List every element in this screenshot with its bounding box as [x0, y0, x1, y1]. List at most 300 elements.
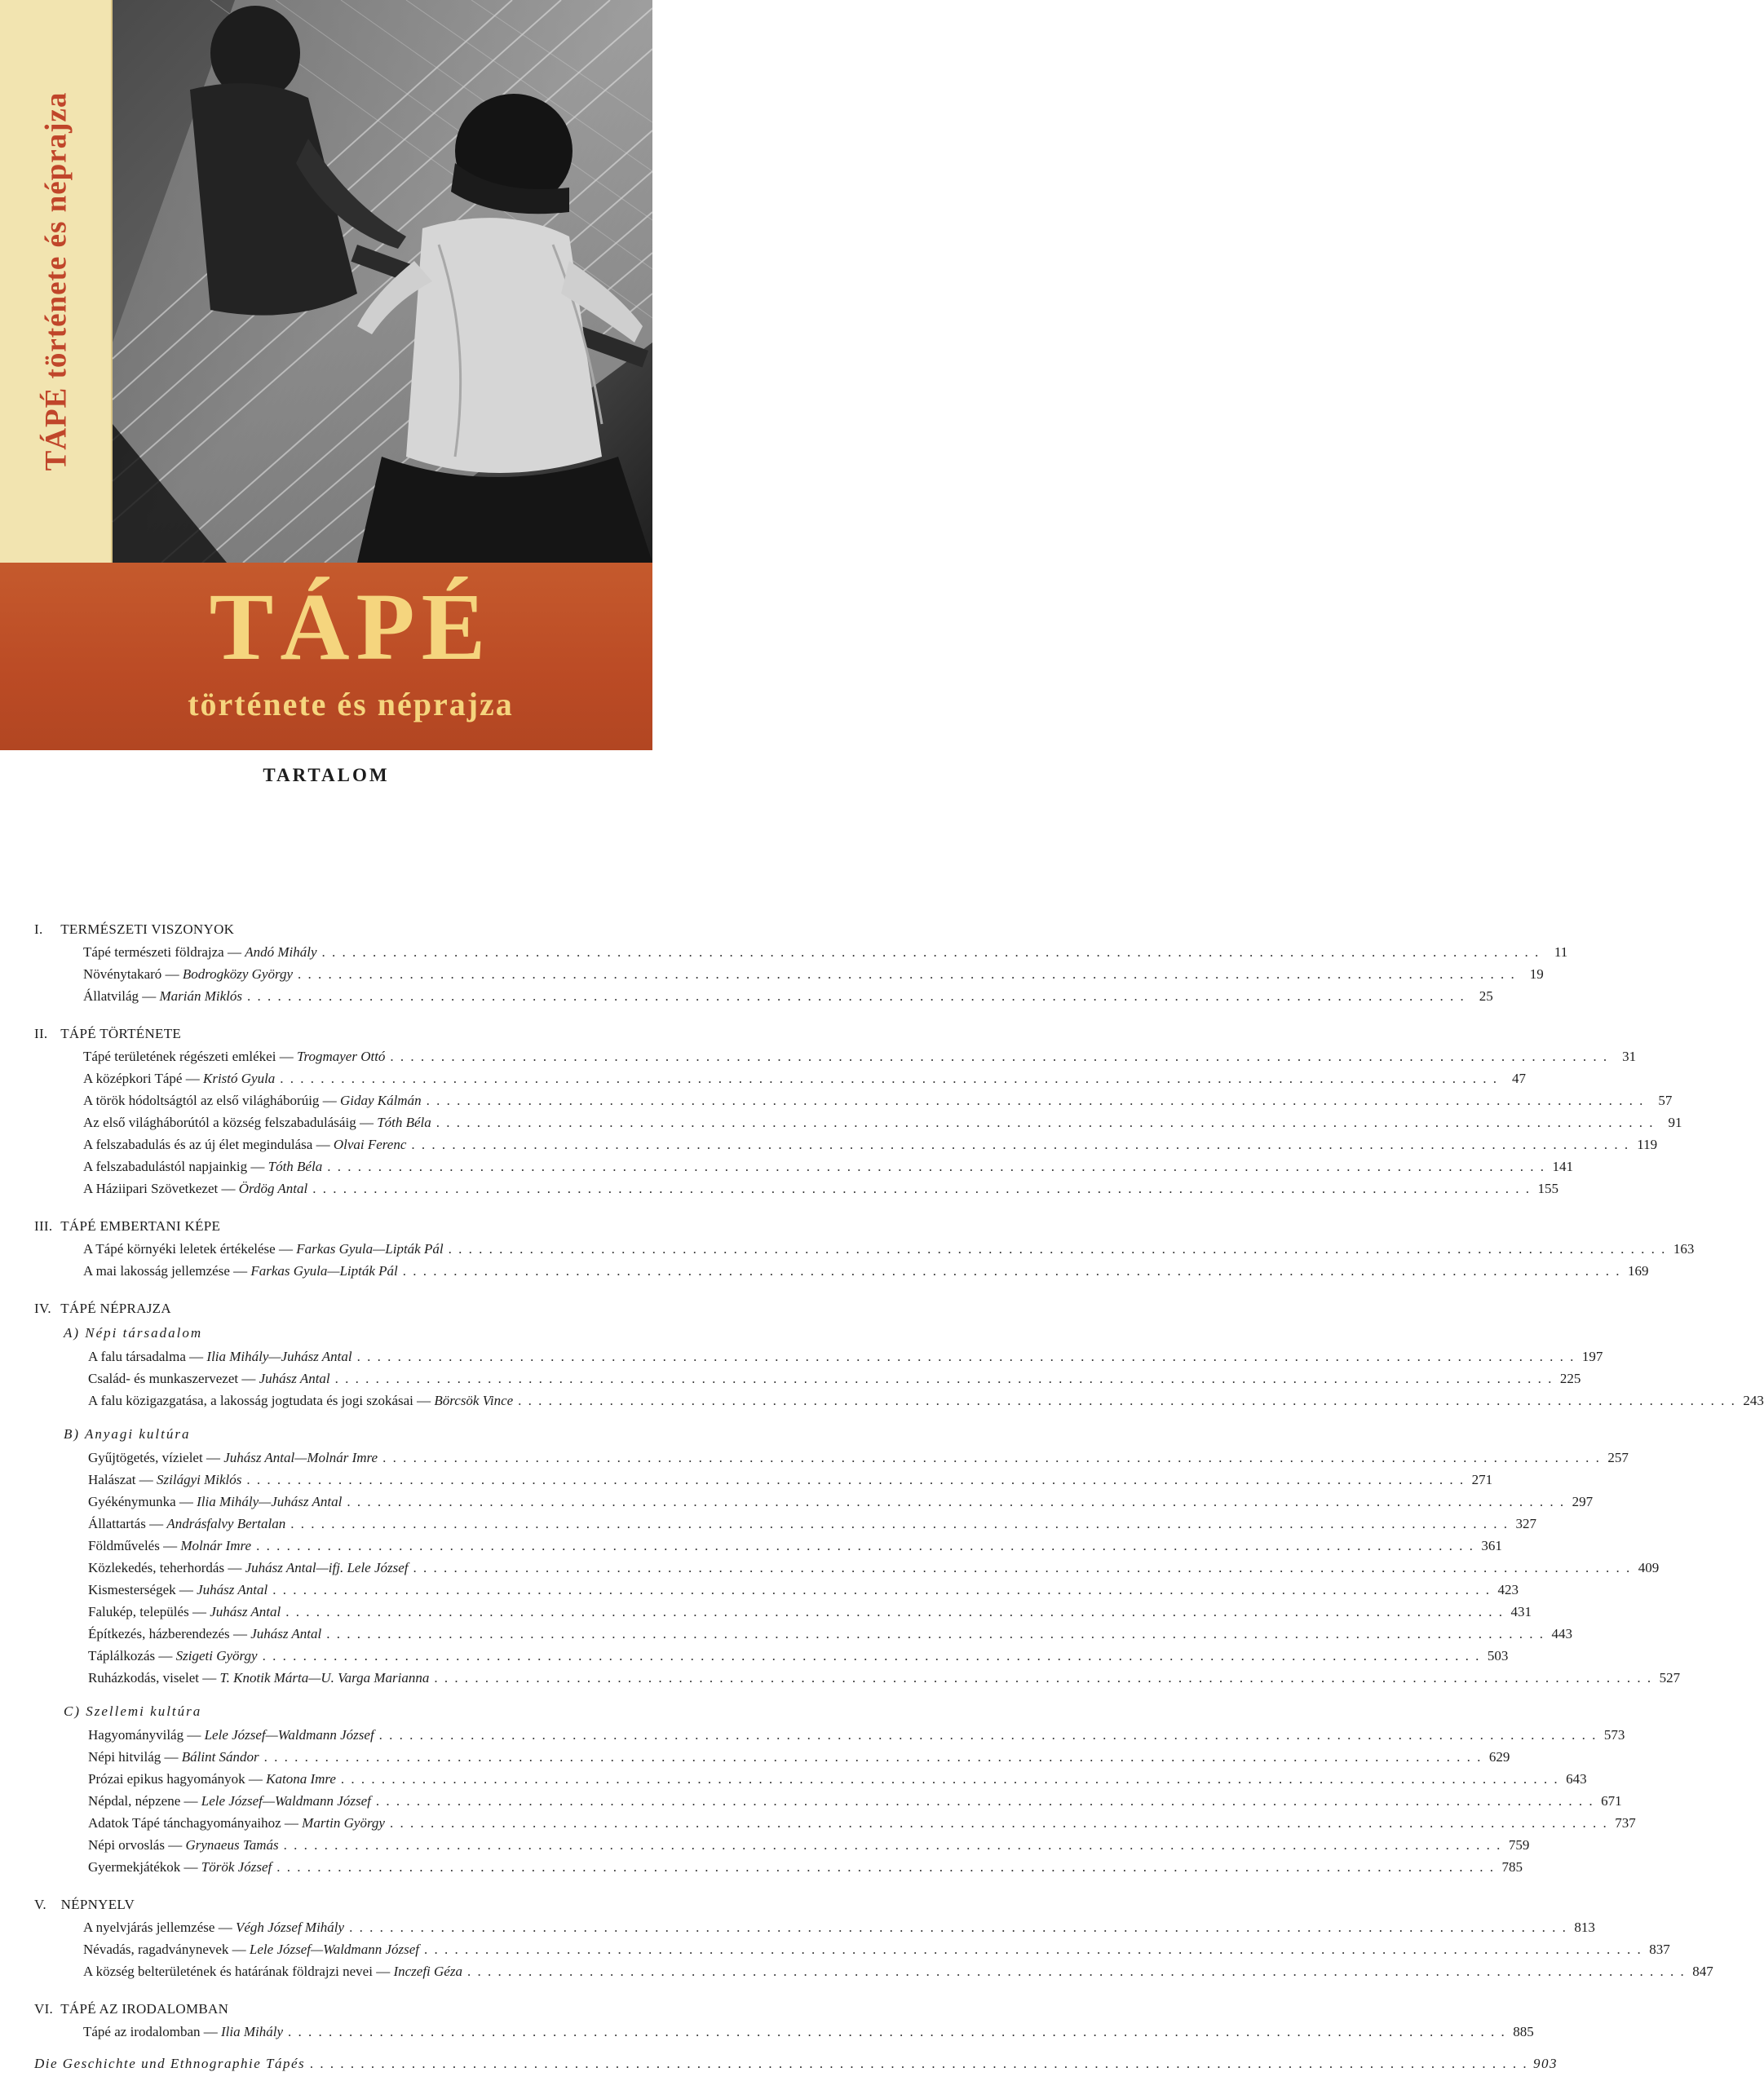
- toc-entry[interactable]: [34, 1513, 1536, 1535]
- section-title: TÁPÉ NÉPRAJZA: [60, 1301, 171, 1316]
- title-author-dash: —: [238, 1371, 259, 1386]
- title-author-dash: —: [164, 1837, 186, 1853]
- subsection-gap: [34, 1412, 630, 1421]
- chapter-author: Marián Miklós: [159, 988, 243, 1004]
- page-number: 409: [1638, 1560, 1660, 1575]
- dot-leader: . . . . . . . . . . . . . . . . . . . . . . . . . . . . . . . . . . . . . . . . . . . . . . . . . . . . . . . . . . . . . . . . . . . . . . . . . . . . . . . . . . . . . . . . . . . . . . . . . . . . . . . . . . . . . . . . . . . . . . . .: [356, 1349, 1576, 1364]
- page-number: 431: [1510, 1604, 1532, 1619]
- dot-leader: . . . . . . . . . . . . . . . . . . . . . . . . . . . . . . . . . . . . . . . . . . . . . . . . . . . . . . . . . . . . . . . . . . . . . . . . . . . . . . . . . . . . . . . . . . . . . . . . . . . . . . . . . . . . . . . . . . . . . . . .: [424, 1942, 1642, 1957]
- toc-entry-text: [88, 1390, 513, 1412]
- toc-entry[interactable]: [34, 1667, 1681, 1689]
- section-gap: [34, 1282, 630, 1297]
- page-number: 837: [1649, 1942, 1670, 1957]
- page-number: 785: [1501, 1859, 1523, 1875]
- chapter-title: Család- és munkaszervezet: [88, 1371, 239, 1386]
- toc-entry-text: [88, 1856, 272, 1878]
- chapter-author: Börcsök Vince: [434, 1393, 514, 1408]
- chapter-author: T. Knotik Márta—U. Varga Marianna: [219, 1670, 430, 1686]
- page-number: 527: [1659, 1670, 1681, 1686]
- toc-entry-text: [88, 1790, 371, 1812]
- chapter-title: Állatvilág: [83, 988, 139, 1004]
- chapter-title: Ruházkodás, viselet: [88, 1670, 199, 1686]
- toc-entry-text: [83, 985, 242, 1007]
- toc-entry[interactable]: [34, 1768, 1587, 1790]
- chapter-author: Tóth Béla: [267, 1159, 323, 1174]
- chapter-author: Juhász Antal: [210, 1604, 281, 1619]
- dot-leader: . . . . . . . . . . . . . . . . . . . . . . . . . . . . . . . . . . . . . . . . . . . . . . . . . . . . . . . . . . . . . . . . . . . . . . . . . . . . . . . . . . . . . . . . . . . . . . . . . . . . . . . . . . . . . . . . . . . . . . . .: [326, 1626, 1545, 1641]
- title-author-dash: —: [200, 2024, 221, 2039]
- toc-entry-text: [88, 1667, 429, 1689]
- book-cover: [0, 0, 652, 750]
- chapter-title: Tápé természeti földrajza: [83, 944, 224, 960]
- chapter-title: Tápé területének régészeti emlékei: [83, 1049, 276, 1064]
- chapter-title: A község belterületének és határának földrajzi nevei: [83, 1964, 373, 1979]
- chapter-author: Juhász Antal: [250, 1626, 322, 1641]
- title-author-dash: —: [175, 1494, 197, 1509]
- toc-entry-text: [83, 2021, 283, 2043]
- dot-leader: . . . . . . . . . . . . . . . . . . . . . . . . . . . . . . . . . . . . . . . . . . . . . . . . . . . . . . . . . . . . . . . . . . . . . . . . . . . . . . . . . . . . . . . . . . . . . . . . . . . . . . . . . . . . . . . . . . . . . . . .: [290, 1516, 1509, 1531]
- toc-entry[interactable]: [34, 1645, 1509, 1667]
- chapter-author: Lele József—Waldmann József: [249, 1942, 419, 1957]
- toc-entry[interactable]: [34, 1067, 1527, 1089]
- toc-entry[interactable]: [34, 1724, 1625, 1746]
- toc-entry[interactable]: [34, 1390, 1764, 1412]
- section-number: V.: [34, 1897, 46, 1912]
- cover-title-banner: [0, 563, 652, 750]
- dot-leader: . . . . . . . . . . . . . . . . . . . . . . . . . . . . . . . . . . . . . . . . . . . . . . . . . . . . . . . . . . . . . . . . . . . . . . . . . . . . . . . . . . . . . . . . . . . . . . . . . . . . . . . . . . . . . . . . . . . . . . . .: [263, 1749, 1483, 1765]
- title-author-dash: —: [276, 1049, 297, 1064]
- section-number: I.: [34, 921, 43, 937]
- toc-entry-text: [88, 1469, 241, 1491]
- contents-heading: TARTALOM: [263, 765, 390, 785]
- chapter-title: Hagyományvilág: [88, 1727, 184, 1743]
- section-gap: [34, 1878, 630, 1893]
- dot-leader: . . . . . . . . . . . . . . . . . . . . . . . . . . . . . . . . . . . . . . . . . . . . . . . . . . . . . . . . . . . . . . . . . . . . . . . . . . . . . . . . . . . . . . . . . . . . . . . . . . . . . . . . . . . . . . . . . . . . . . . .: [247, 988, 1466, 1004]
- chapter-author: Olvai Ferenc: [333, 1137, 407, 1152]
- toc-entry[interactable]: [34, 1938, 1670, 1960]
- page-number: 503: [1487, 1648, 1509, 1663]
- table-of-contents: [34, 917, 1764, 2074]
- toc-entry[interactable]: [34, 1089, 1673, 1111]
- title-author-dash: —: [356, 1115, 378, 1130]
- title-author-dash: —: [198, 1670, 220, 1686]
- toc-entry-text: [88, 1834, 279, 1856]
- chapter-title: A mai lakosság jellemzése: [83, 1263, 230, 1279]
- dot-leader: . . . . . . . . . . . . . . . . . . . . . . . . . . . . . . . . . . . . . . . . . . . . . . . . . . . . . . . . . . . . . . . . . . . . . . . . . . . . . . . . . . . . . . . . . . . . . . . . . . . . . . . . . . . . . . . . . . . . . . . .: [285, 1604, 1505, 1619]
- section-gap: [34, 2043, 630, 2052]
- subsection-heading: C) Szellemi kultúra: [64, 1703, 202, 1719]
- chapter-title: Táplálkozás: [88, 1648, 156, 1663]
- toc-entry-text: [83, 1089, 422, 1111]
- chapter-author: Ilia Mihály—Juhász Antal: [197, 1494, 343, 1509]
- title-author-dash: —: [413, 1393, 435, 1408]
- chapter-author: Török József: [201, 1859, 272, 1875]
- section-gap: [34, 1200, 630, 1214]
- chapter-title: A török hódoltságtól az első világháborúig: [83, 1093, 320, 1108]
- toc-entry-text: [83, 1111, 431, 1133]
- title-author-dash: —: [218, 1181, 239, 1196]
- toc-entry[interactable]: [34, 963, 1544, 985]
- title-author-dash: —: [188, 1604, 210, 1619]
- chapter-title: Gyermekjátékok: [88, 1859, 181, 1875]
- title-author-dash: —: [183, 1727, 205, 1743]
- page-number: 423: [1497, 1582, 1519, 1597]
- toc-entry-text: [83, 1960, 462, 1982]
- chapter-author: Grynaeus Tamás: [185, 1837, 279, 1853]
- section-number: II.: [34, 1026, 48, 1041]
- title-author-dash: —: [223, 944, 245, 960]
- page-number: 885: [1513, 2024, 1534, 2039]
- toc-entry-text: [83, 1155, 322, 1177]
- page-number: 19: [1529, 966, 1544, 982]
- toc-entry-text: [83, 1177, 307, 1200]
- title-author-dash: —: [228, 1942, 250, 1957]
- chapter-title: Állattartás: [88, 1516, 146, 1531]
- toc-entry[interactable]: [34, 1177, 1559, 1200]
- toc-entry[interactable]: [34, 1790, 1622, 1812]
- toc-entry[interactable]: [34, 1238, 1695, 1260]
- page-number: 119: [1637, 1137, 1658, 1152]
- dot-leader: . . . . . . . . . . . . . . . . . . . . . . . . . . . . . . . . . . . . . . . . . . . . . . . . . . . . . . . . . . . . . . . . . . . . . . . . . . . . . . . . . . . . . . . . . . . . . . . . . . . . . . . . . . . . . . . . . . . . . . . .: [434, 1670, 1653, 1686]
- page-number: 57: [1658, 1093, 1673, 1108]
- page-number: 11: [1554, 944, 1568, 960]
- chapter-author: Martin György: [302, 1815, 385, 1831]
- dot-leader: . . . . . . . . . . . . . . . . . . . . . . . . . . . . . . . . . . . . . . . . . . . . . . . . . . . . . . . . . . . . . . . . . . . . . . . . . . . . . . . . . . . . . . . . . . . . . . . . . . . . . . . . . . . . . . . . . . . . . . . .: [389, 1815, 1608, 1831]
- dot-leader: . . . . . . . . . . . . . . . . . . . . . . . . . . . . . . . . . . . . . . . . . . . . . . . . . . . . . . . . . . . . . . . . . . . . . . . . . . . . . . . . . . . . . . . . . . . . . . . . . . . . . . . . . . . . . . . . . . . . . . . .: [276, 1859, 1495, 1875]
- page-number: 257: [1607, 1450, 1629, 1465]
- dot-leader: . . . . . . . . . . . . . . . . . . . . . . . . . . . . . . . . . . . . . . . . . . . . . . . . . . . . . . . . . . . . . . . . . . . . . . . . . . . . . . . . . . . . . . . . . . . . . . . . . . . . . . . . . . . . . . . . . . . . . . . .: [283, 1837, 1502, 1853]
- chapter-author: Tóth Béla: [377, 1115, 431, 1130]
- chapter-author: Szilágyi Miklós: [157, 1472, 242, 1487]
- toc-entry[interactable]: [34, 1601, 1532, 1623]
- chapter-title: A felszabadulástól napjainkig: [83, 1159, 248, 1174]
- page-number: 759: [1508, 1837, 1530, 1853]
- section-heading: [34, 1297, 630, 1320]
- chapter-title: A Tápé környéki leletek értékelése: [83, 1241, 276, 1257]
- chapter-title: Névadás, ragadványnevek: [83, 1942, 229, 1957]
- page-number: 327: [1515, 1516, 1536, 1531]
- page-number: 163: [1673, 1241, 1695, 1257]
- toc-entry-text: [88, 1579, 267, 1601]
- chapter-author: Lele József—Waldmann József: [204, 1727, 374, 1743]
- title-author-dash: —: [319, 1093, 340, 1108]
- toc-entry-text: [83, 1938, 419, 1960]
- toc-entry[interactable]: [34, 1812, 1636, 1834]
- section-title: TÁPÉ AZ IRODALOMBAN: [60, 2001, 229, 2017]
- title-author-dash: —: [161, 1749, 182, 1765]
- toc-entry-text: [88, 1513, 285, 1535]
- dot-leader: . . . . . . . . . . . . . . . . . . . . . . . . . . . . . . . . . . . . . . . . . . . . . . . . . . . . . . . . . . . . . . . . . . . . . . . . . . . . . . . . . . . . . . . . . . . . . . . . . . . . . . . . . . . . . . . . . . . . . . . .: [321, 944, 1541, 960]
- dot-leader: . . . . . . . . . . . . . . . . . . . . . . . . . . . . . . . . . . . . . . . . . . . . . . . . . . . . . . . . . . . . . . . . . . . . . . . . . . . . . . . . . . . . . . . . . . . . . . . . . . . . . . . . . . . . . . . . . . . . . . . .: [288, 2024, 1506, 2039]
- dot-leader: . . . . . . . . . . . . . . . . . . . . . . . . . . . . . . . . . . . . . . . . . . . . . . . . . . . . . . . . . . . . . . . . . . . . . . . . . . . . . . . . . . . . . . . . . . . . . . . . . . . . . . . . . . . . . . . . . . . . . . . .: [448, 1241, 1667, 1257]
- chapter-title: Gyékénymunka: [88, 1494, 176, 1509]
- page-number: 643: [1566, 1771, 1587, 1787]
- chapter-title: Építkezés, házberendezés: [88, 1626, 230, 1641]
- toc-entry-text: [88, 1367, 330, 1390]
- section-title: TERMÉSZETI VISZONYOK: [60, 921, 235, 937]
- subsection-gap: [34, 1689, 630, 1699]
- dot-leader: . . . . . . . . . . . . . . . . . . . . . . . . . . . . . . . . . . . . . . . . . . . . . . . . . . . . . . . . . . . . . . . . . . . . . . . . . . . . . . . . . . . . . . . . . . . . . . . . . . . . . . . . . . . . . . . . . . . . . . . .: [312, 1181, 1532, 1196]
- chapter-author: Bálint Sándor: [181, 1749, 259, 1765]
- dot-leader: . . . . . . . . . . . . . . . . . . . . . . . . . . . . . . . . . . . . . . . . . . . . . . . . . . . . . . . . . . . . . . . . . . . . . . . . . . . . . . . . . . . . . . . . . . . . . . . . . . . . . . . . . . . . . . . . . . . . . . . .: [466, 1964, 1686, 1979]
- chapter-author: Juhász Antal: [259, 1371, 330, 1386]
- section-heading: [34, 1893, 630, 1916]
- toc-entry[interactable]: [34, 1746, 1510, 1768]
- toc-entry[interactable]: [34, 1535, 1502, 1557]
- title-author-dash: —: [229, 1626, 251, 1641]
- chapter-title: Prózai epikus hagyományok: [88, 1771, 245, 1787]
- chapter-title: Falukép, település: [88, 1604, 189, 1619]
- title-author-dash: —: [229, 1263, 251, 1279]
- page-number: 225: [1559, 1371, 1581, 1386]
- chapter-title: Halászat: [88, 1472, 136, 1487]
- dot-leader: . . . . . . . . . . . . . . . . . . . . . . . . . . . . . . . . . . . . . . . . . . . . . . . . . . . . . . . . . . . . . . . . . . . . . . . . . . . . . . . . . . . . . . . . . . . . . . . . . . . . . . . . . . . . . . . . . . . . . . . .: [310, 2056, 1528, 2071]
- cover-photo: [113, 0, 652, 563]
- chapter-title: A falu közigazgatása, a lakosság jogtudata és jogi szokásai: [88, 1393, 413, 1408]
- title-author-dash: —: [224, 1560, 245, 1575]
- toc-entry[interactable]: [34, 1447, 1629, 1469]
- chapter-author: Molnár Imre: [180, 1538, 252, 1553]
- page-number: 443: [1551, 1626, 1572, 1641]
- toc-entry[interactable]: [34, 941, 1568, 963]
- chapter-title: A falu társadalma: [88, 1349, 186, 1364]
- final-entry-title: Die Geschichte und Ethnographie Tápés: [34, 2056, 306, 2071]
- section-title: TÁPÉ EMBERTANI KÉPE: [60, 1218, 221, 1234]
- title-author-dash: —: [185, 1349, 207, 1364]
- title-author-dash: —: [202, 1450, 224, 1465]
- cover-title: TÁPÉ: [209, 573, 493, 680]
- section-heading: [34, 917, 630, 941]
- toc-entry[interactable]: [34, 1834, 1530, 1856]
- section-gap: [34, 1007, 630, 1022]
- chapter-title: A felszabadulás és az új élet megindulása: [83, 1137, 313, 1152]
- toc-entry[interactable]: [34, 1960, 1713, 1982]
- chapter-title: Közlekedés, teherhordás: [88, 1560, 225, 1575]
- page-number: 243: [1743, 1393, 1764, 1408]
- toc-entry[interactable]: [34, 1260, 1649, 1282]
- toc-entry[interactable]: [34, 1155, 1573, 1177]
- toc-entry[interactable]: [34, 2021, 1534, 2043]
- toc-entry-text: [83, 1133, 406, 1155]
- page-number: 629: [1488, 1749, 1510, 1765]
- chapter-title: Tápé az irodalomban: [83, 2024, 201, 2039]
- chapter-title: Növénytakaró: [83, 966, 162, 982]
- toc-entry-text: [88, 1345, 352, 1367]
- page-number: 737: [1615, 1815, 1636, 1831]
- toc-entry-text: [88, 1812, 385, 1834]
- chapter-title: Népi orvoslás: [88, 1837, 165, 1853]
- chapter-author: Kristó Gyula: [202, 1071, 276, 1086]
- page-number: 155: [1537, 1181, 1559, 1196]
- dot-leader: . . . . . . . . . . . . . . . . . . . . . . . . . . . . . . . . . . . . . . . . . . . . . . . . . . . . . . . . . . . . . . . . . . . . . . . . . . . . . . . . . . . . . . . . . . . . . . . . . . . . . . . . . . . . . . . . . . . . . . . .: [382, 1450, 1601, 1465]
- page-number: 573: [1603, 1727, 1625, 1743]
- chapter-author: Inczefi Géza: [393, 1964, 462, 1979]
- toc-entry[interactable]: [34, 1045, 1637, 1067]
- page-number: 197: [1581, 1349, 1603, 1364]
- dot-leader: . . . . . . . . . . . . . . . . . . . . . . . . . . . . . . . . . . . . . . . . . . . . . . . . . . . . . . . . . . . . . . . . . . . . . . . . . . . . . . . . . . . . . . . . . . . . . . . . . . . . . . . . . . . . . . . . . . . . . . . .: [435, 1115, 1655, 1130]
- spine-title: TÁPÉ története és néprajza: [39, 91, 73, 471]
- title-author-dash: —: [372, 1964, 394, 1979]
- page-number: 47: [1512, 1071, 1527, 1086]
- toc-entry[interactable]: [34, 1491, 1594, 1513]
- title-author-dash: —: [214, 1920, 236, 1935]
- toc-final-entry[interactable]: [34, 2052, 1558, 2074]
- page-number: 25: [1479, 988, 1493, 1004]
- toc-entry[interactable]: [34, 1133, 1658, 1155]
- toc-entry[interactable]: [34, 1367, 1581, 1390]
- toc-entry[interactable]: [34, 1579, 1519, 1601]
- page-number: 91: [1668, 1115, 1682, 1130]
- title-author-dash: —: [175, 1582, 197, 1597]
- toc-entry[interactable]: [34, 1916, 1595, 1938]
- title-author-dash: —: [145, 1516, 167, 1531]
- dot-leader: . . . . . . . . . . . . . . . . . . . . . . . . . . . . . . . . . . . . . . . . . . . . . . . . . . . . . . . . . . . . . . . . . . . . . . . . . . . . . . . . . . . . . . . . . . . . . . . . . . . . . . . . . . . . . . . . . . . . . . . .: [378, 1727, 1598, 1743]
- toc-entry-text: [88, 1535, 251, 1557]
- toc-entry-text: [88, 1623, 321, 1645]
- toc-entry[interactable]: [34, 1111, 1682, 1133]
- cover-subtitle: története és néprajza: [188, 686, 514, 722]
- dot-leader: . . . . . . . . . . . . . . . . . . . . . . . . . . . . . . . . . . . . . . . . . . . . . . . . . . . . . . . . . . . . . . . . . . . . . . . . . . . . . . . . . . . . . . . . . . . . . . . . . . . . . . . . . . . . . . . . . . . . . . . .: [411, 1137, 1630, 1152]
- chapter-title: A Háziipari Szövetkezet: [83, 1181, 219, 1196]
- page-number: 31: [1622, 1049, 1637, 1064]
- dot-leader: . . . . . . . . . . . . . . . . . . . . . . . . . . . . . . . . . . . . . . . . . . . . . . . . . . . . . . . . . . . . . . . . . . . . . . . . . . . . . . . . . . . . . . . . . . . . . . . . . . . . . . . . . . . . . . . . . . . . . . . .: [413, 1560, 1632, 1575]
- dot-leader: . . . . . . . . . . . . . . . . . . . . . . . . . . . . . . . . . . . . . . . . . . . . . . . . . . . . . . . . . . . . . . . . . . . . . . . . . . . . . . . . . . . . . . . . . . . . . . . . . . . . . . . . . . . . . . . . . . . . . . . .: [256, 1538, 1474, 1553]
- chapter-author: Juhász Antal: [197, 1582, 268, 1597]
- dot-leader: . . . . . . . . . . . . . . . . . . . . . . . . . . . . . . . . . . . . . . . . . . . . . . . . . . . . . . . . . . . . . . . . . . . . . . . . . . . . . . . . . . . . . . . . . . . . . . . . . . . . . . . . . . . . . . . . . . . . . . . .: [298, 966, 1516, 982]
- title-author-dash: —: [247, 1159, 268, 1174]
- chapter-author: Andrásfalvy Bertalan: [166, 1516, 286, 1531]
- chapter-author: Andó Mihály: [245, 944, 317, 960]
- toc-entry[interactable]: [34, 1623, 1572, 1645]
- chapter-title: Adatok Tápé tánchagyományaihoz: [88, 1815, 281, 1831]
- chapter-title: A középkori Tápé: [83, 1071, 183, 1086]
- title-author-dash: —: [275, 1241, 297, 1257]
- toc-entry-text: [88, 1447, 378, 1469]
- dot-leader: . . . . . . . . . . . . . . . . . . . . . . . . . . . . . . . . . . . . . . . . . . . . . . . . . . . . . . . . . . . . . . . . . . . . . . . . . . . . . . . . . . . . . . . . . . . . . . . . . . . . . . . . . . . . . . . . . . . . . . . .: [375, 1793, 1594, 1809]
- toc-entry-text: [83, 1916, 344, 1938]
- dot-leader: . . . . . . . . . . . . . . . . . . . . . . . . . . . . . . . . . . . . . . . . . . . . . . . . . . . . . . . . . . . . . . . . . . . . . . . . . . . . . . . . . . . . . . . . . . . . . . . . . . . . . . . . . . . . . . . . . . . . . . . .: [246, 1472, 1466, 1487]
- dot-leader: . . . . . . . . . . . . . . . . . . . . . . . . . . . . . . . . . . . . . . . . . . . . . . . . . . . . . . . . . . . . . . . . . . . . . . . . . . . . . . . . . . . . . . . . . . . . . . . . . . . . . . . . . . . . . . . . . . . . . . . .: [327, 1159, 1545, 1174]
- page-number: 813: [1574, 1920, 1595, 1935]
- section-number: VI.: [34, 2001, 54, 2017]
- title-author-dash: —: [161, 966, 183, 982]
- chapter-author: Lele József—Waldmann József: [201, 1793, 371, 1809]
- chapter-title: A nyelvjárás jellemzése: [83, 1920, 215, 1935]
- toc-entry-text: [83, 941, 317, 963]
- toc-entry-text: [83, 1045, 385, 1067]
- toc-entry-text: [83, 1260, 398, 1282]
- weaving-photo-illustration: [113, 0, 652, 563]
- page-number: 271: [1471, 1472, 1493, 1487]
- chapter-author: Bodrogközy György: [182, 966, 293, 982]
- toc-entry[interactable]: [34, 1469, 1493, 1491]
- dot-leader: . . . . . . . . . . . . . . . . . . . . . . . . . . . . . . . . . . . . . . . . . . . . . . . . . . . . . . . . . . . . . . . . . . . . . . . . . . . . . . . . . . . . . . . . . . . . . . . . . . . . . . . . . . . . . . . . . . . . . . . .: [390, 1049, 1609, 1064]
- section-heading: [34, 1214, 630, 1238]
- title-author-dash: —: [312, 1137, 334, 1152]
- title-author-dash: —: [180, 1793, 201, 1809]
- page-number: 141: [1552, 1159, 1573, 1174]
- dot-leader: . . . . . . . . . . . . . . . . . . . . . . . . . . . . . . . . . . . . . . . . . . . . . . . . . . . . . . . . . . . . . . . . . . . . . . . . . . . . . . . . . . . . . . . . . . . . . . . . . . . . . . . . . . . . . . . . . . . . . . . .: [262, 1648, 1481, 1663]
- dot-leader: . . . . . . . . . . . . . . . . . . . . . . . . . . . . . . . . . . . . . . . . . . . . . . . . . . . . . . . . . . . . . . . . . . . . . . . . . . . . . . . . . . . . . . . . . . . . . . . . . . . . . . . . . . . . . . . . . . . . . . . .: [340, 1771, 1559, 1787]
- title-author-dash: —: [281, 1815, 303, 1831]
- page-number: 361: [1481, 1538, 1502, 1553]
- title-author-dash: —: [245, 1771, 267, 1787]
- section-number: IV.: [34, 1301, 51, 1316]
- toc-entry-text: [88, 1557, 409, 1579]
- dot-leader: . . . . . . . . . . . . . . . . . . . . . . . . . . . . . . . . . . . . . . . . . . . . . . . . . . . . . . . . . . . . . . . . . . . . . . . . . . . . . . . . . . . . . . . . . . . . . . . . . . . . . . . . . . . . . . . . . . . . . . . .: [426, 1093, 1645, 1108]
- title-author-dash: —: [155, 1648, 176, 1663]
- chapter-title: Népi hitvilág: [88, 1749, 161, 1765]
- page-number: 903: [1532, 2056, 1558, 2071]
- chapter-author: Juhász Antal—Molnár Imre: [223, 1450, 378, 1465]
- subsection-heading: B) Anyagi kultúra: [64, 1426, 191, 1442]
- section-title: NÉPNYELV: [60, 1897, 135, 1912]
- dot-leader: . . . . . . . . . . . . . . . . . . . . . . . . . . . . . . . . . . . . . . . . . . . . . . . . . . . . . . . . . . . . . . . . . . . . . . . . . . . . . . . . . . . . . . . . . . . . . . . . . . . . . . . . . . . . . . . . . . . . . . . .: [334, 1371, 1554, 1386]
- page-number: 847: [1692, 1964, 1713, 1979]
- dot-leader: . . . . . . . . . . . . . . . . . . . . . . . . . . . . . . . . . . . . . . . . . . . . . . . . . . . . . . . . . . . . . . . . . . . . . . . . . . . . . . . . . . . . . . . . . . . . . . . . . . . . . . . . . . . . . . . . . . . . . . . .: [347, 1494, 1566, 1509]
- subsection-heading: A) Népi társadalom: [64, 1325, 203, 1341]
- section-gap: [34, 1982, 630, 1997]
- chapter-title: Az első világháborútól a község felszabadulásáig: [83, 1115, 356, 1130]
- toc-entry-text: [88, 1645, 258, 1667]
- section-title: TÁPÉ TÖRTÉNETE: [60, 1026, 182, 1041]
- section-number: III.: [34, 1218, 53, 1234]
- toc-entry[interactable]: [34, 1345, 1603, 1367]
- page-number: 297: [1572, 1494, 1594, 1509]
- chapter-title: Gyűjtögetés, vízielet: [88, 1450, 203, 1465]
- toc-entry-text: [83, 1238, 444, 1260]
- toc-entry-text: [83, 1067, 275, 1089]
- toc-entry-text: [88, 1768, 336, 1790]
- title-author-dash: —: [135, 1472, 157, 1487]
- chapter-title: Kismesterségek: [88, 1582, 176, 1597]
- section-heading: [34, 1022, 630, 1045]
- title-author-dash: —: [182, 1071, 203, 1086]
- toc-entry[interactable]: [34, 1856, 1523, 1878]
- page-number: 671: [1601, 1793, 1622, 1809]
- dot-leader: . . . . . . . . . . . . . . . . . . . . . . . . . . . . . . . . . . . . . . . . . . . . . . . . . . . . . . . . . . . . . . . . . . . . . . . . . . . . . . . . . . . . . . . . . . . . . . . . . . . . . . . . . . . . . . . . . . . . . . . .: [518, 1393, 1736, 1408]
- chapter-title: Népdal, népzene: [88, 1793, 181, 1809]
- chapter-author: Farkas Gyula—Lipták Pál: [250, 1263, 398, 1279]
- chapter-author: Ördög Antal: [238, 1181, 308, 1196]
- dot-leader: . . . . . . . . . . . . . . . . . . . . . . . . . . . . . . . . . . . . . . . . . . . . . . . . . . . . . . . . . . . . . . . . . . . . . . . . . . . . . . . . . . . . . . . . . . . . . . . . . . . . . . . . . . . . . . . . . . . . . . . .: [402, 1263, 1621, 1279]
- dot-leader: . . . . . . . . . . . . . . . . . . . . . . . . . . . . . . . . . . . . . . . . . . . . . . . . . . . . . . . . . . . . . . . . . . . . . . . . . . . . . . . . . . . . . . . . . . . . . . . . . . . . . . . . . . . . . . . . . . . . . . . .: [349, 1920, 1567, 1935]
- chapter-author: Végh József Mihály: [235, 1920, 345, 1935]
- toc-entry-text: [88, 1601, 281, 1623]
- dot-leader: . . . . . . . . . . . . . . . . . . . . . . . . . . . . . . . . . . . . . . . . . . . . . . . . . . . . . . . . . . . . . . . . . . . . . . . . . . . . . . . . . . . . . . . . . . . . . . . . . . . . . . . . . . . . . . . . . . . . . . . .: [272, 1582, 1491, 1597]
- title-author-dash: —: [138, 988, 160, 1004]
- chapter-author: Giday Kálmán: [339, 1093, 422, 1108]
- title-author-dash: —: [180, 1859, 201, 1875]
- dot-leader: . . . . . . . . . . . . . . . . . . . . . . . . . . . . . . . . . . . . . . . . . . . . . . . . . . . . . . . . . . . . . . . . . . . . . . . . . . . . . . . . . . . . . . . . . . . . . . . . . . . . . . . . . . . . . . . . . . . . . . . .: [280, 1071, 1499, 1086]
- section-heading: [34, 1997, 630, 2021]
- chapter-author: Ilia Mihály—Juhász Antal: [206, 1349, 352, 1364]
- toc-entry-text: [88, 1724, 374, 1746]
- page-number: 169: [1628, 1263, 1649, 1279]
- toc-entry-text: [88, 1491, 342, 1513]
- toc-entry[interactable]: [34, 1557, 1660, 1579]
- toc-entry[interactable]: [34, 985, 1493, 1007]
- toc-entry-text: [83, 963, 293, 985]
- title-author-dash: —: [159, 1538, 181, 1553]
- chapter-author: Ilia Mihály: [221, 2024, 284, 2039]
- chapter-author: Juhász Antal—ifj. Lele József: [245, 1560, 409, 1575]
- chapter-author: Farkas Gyula—Lipták Pál: [296, 1241, 444, 1257]
- cover-spine: [0, 0, 113, 563]
- toc-entry-text: [88, 1746, 259, 1768]
- chapter-author: Szigeti György: [175, 1648, 258, 1663]
- chapter-title: Földművelés: [88, 1538, 160, 1553]
